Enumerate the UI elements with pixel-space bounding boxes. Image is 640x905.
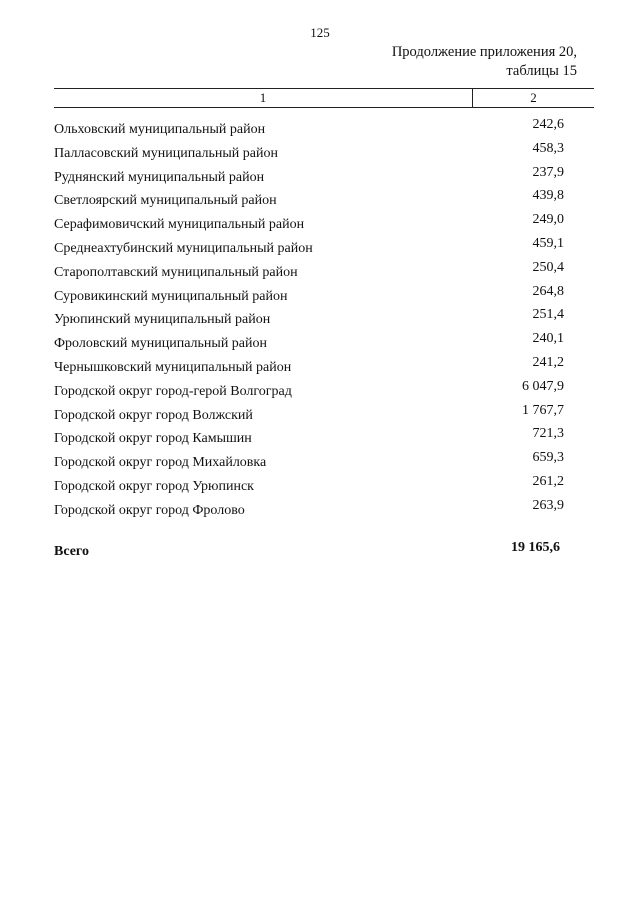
- row-value: 250,4: [532, 259, 564, 275]
- table-row: [54, 117, 564, 141]
- row-name: Серафимовичский муниципальный район: [54, 217, 305, 233]
- row-value: 261,2: [532, 473, 564, 489]
- table-row: [54, 188, 564, 212]
- row-value: 1 767,7: [522, 402, 564, 418]
- table-row: [54, 165, 564, 189]
- row-name: Светлоярский муниципальный район: [54, 193, 277, 209]
- total-value: 19 165,6: [511, 540, 560, 555]
- table-row: [54, 331, 564, 355]
- table-row: [54, 307, 564, 331]
- page-number: 125: [310, 25, 330, 40]
- row-value: 241,2: [532, 354, 564, 370]
- row-name: Суровикинский муниципальный район: [54, 288, 288, 304]
- row-name: Городской округ город Камышин: [54, 431, 252, 447]
- row-value: 6 047,9: [522, 378, 564, 394]
- row-name: Городской округ город Михайловка: [54, 455, 267, 471]
- row-name: Палласовский муниципальный район: [54, 145, 278, 161]
- row-name: Урюпинский муниципальный район: [54, 312, 271, 328]
- continuation-line-1: Продолжение приложения 20,: [391, 44, 577, 60]
- table-row: [54, 260, 564, 284]
- row-name: Фроловский муниципальный район: [54, 336, 268, 352]
- row-name: Городской округ город Волжский: [54, 407, 253, 423]
- row-value: 249,0: [532, 212, 564, 228]
- row-value: 439,8: [532, 188, 564, 204]
- table-row: [54, 450, 564, 474]
- row-name: Среднеахтубинский муниципальный район: [54, 240, 313, 256]
- total-row: [54, 540, 560, 562]
- row-value: 237,9: [532, 164, 564, 180]
- table-header: [54, 88, 594, 108]
- header-col-2: 2: [530, 90, 537, 105]
- table-row: [54, 236, 564, 260]
- table-row: [54, 212, 564, 236]
- table-row: [54, 426, 564, 450]
- row-value: 251,4: [532, 307, 564, 323]
- row-name: Ольховский муниципальный район: [54, 122, 266, 137]
- table-row: [54, 403, 564, 427]
- table-body: [54, 117, 564, 522]
- row-value: 263,9: [532, 497, 564, 513]
- row-value: 264,8: [532, 283, 564, 299]
- row-value: 458,3: [532, 140, 564, 156]
- row-name: Городской округ город-герой Волгоград: [54, 383, 292, 399]
- continuation-line-2: таблицы 15: [506, 63, 577, 79]
- continuation-caption: [392, 43, 577, 81]
- row-name: Старополтавский муниципальный район: [54, 264, 298, 280]
- row-value: 721,3: [532, 426, 564, 442]
- table-row: [54, 284, 564, 308]
- header-col-1: 1: [54, 89, 473, 107]
- table-row: [54, 379, 564, 403]
- row-value: 240,1: [532, 331, 564, 347]
- row-name: Руднянский муниципальный район: [54, 169, 265, 185]
- table-row: [54, 474, 564, 498]
- row-value: 242,6: [532, 117, 564, 132]
- total-label: Всего: [54, 544, 89, 559]
- row-name: Городской округ город Урюпинск: [54, 478, 254, 494]
- table-row: [54, 498, 564, 522]
- table-row: [54, 141, 564, 165]
- row-value: 459,1: [532, 235, 564, 251]
- row-name: Городской округ город Фролово: [54, 502, 245, 518]
- row-value: 659,3: [532, 450, 564, 466]
- row-name: Чернышковский муниципальный район: [54, 359, 292, 375]
- table-row: [54, 355, 564, 379]
